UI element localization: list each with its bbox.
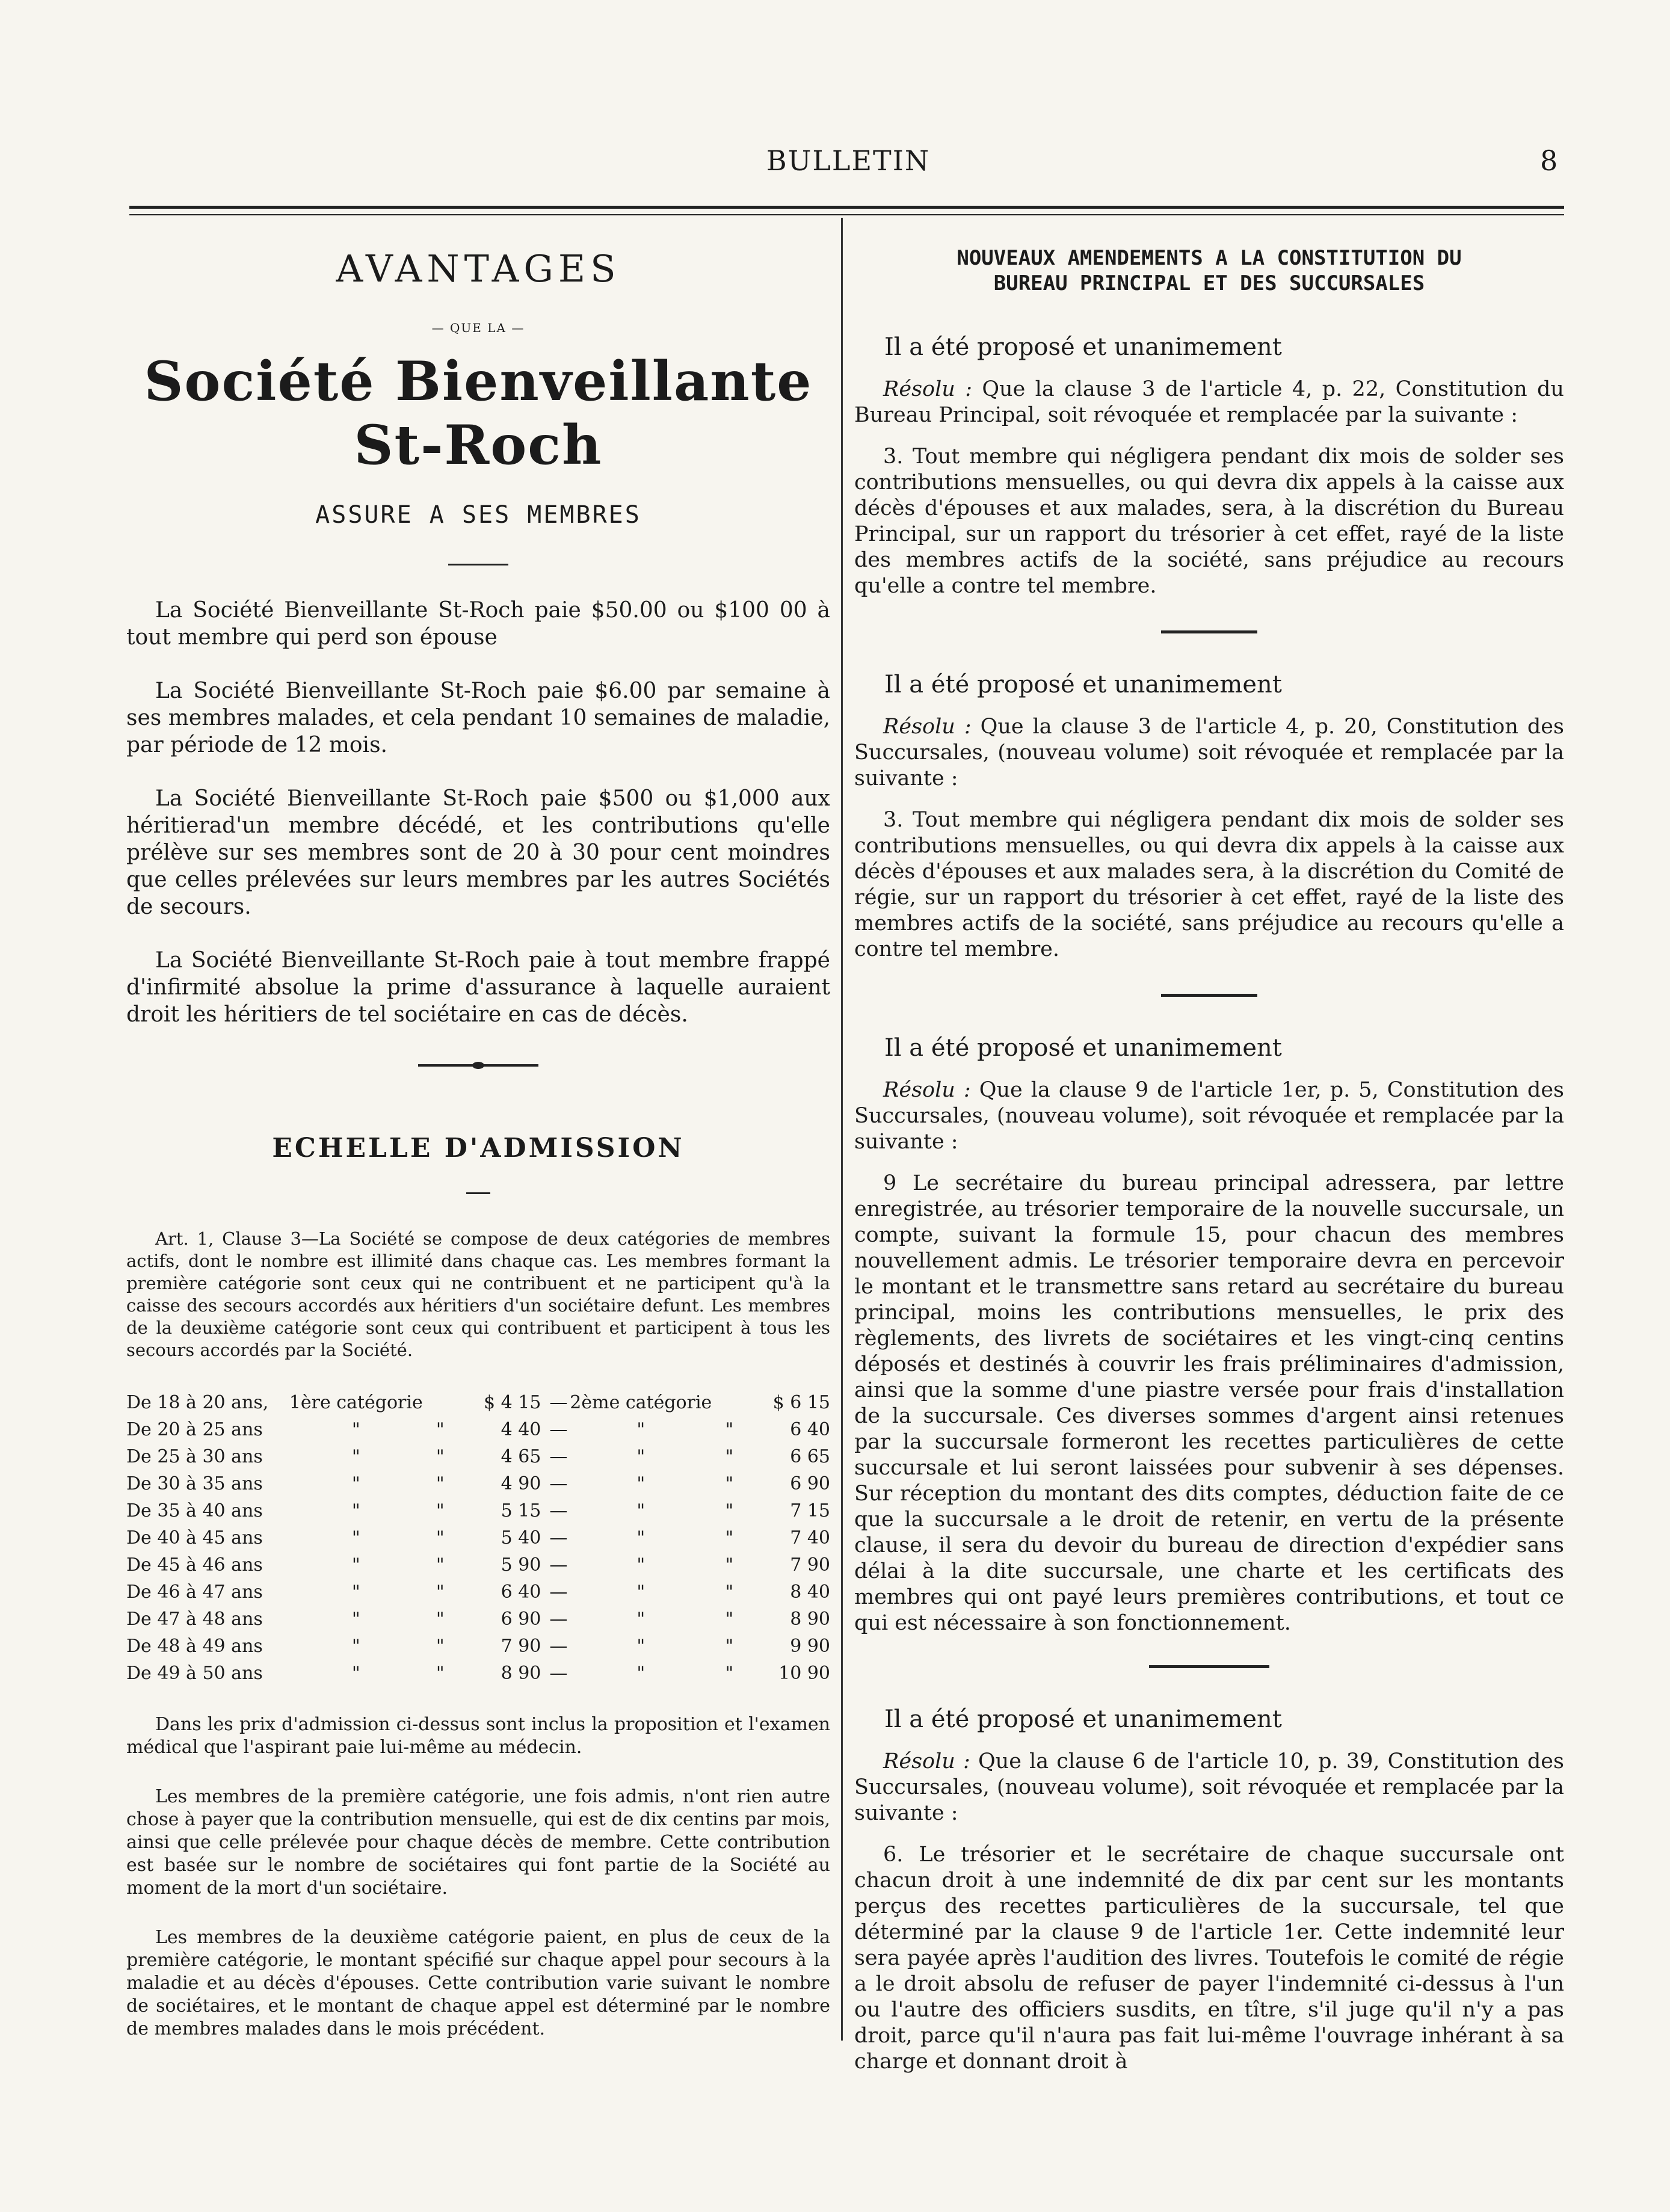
scale-ditto: " — [436, 1500, 445, 1521]
scale-cat1: " — [351, 1473, 360, 1494]
scale-dash: — — [549, 1554, 568, 1576]
scale-cat1: " — [351, 1582, 360, 1603]
header-rule-thin — [129, 214, 1564, 215]
scale-cat2: " — [636, 1582, 646, 1603]
scale-cat1: " — [351, 1419, 360, 1440]
scale-cat2: " — [636, 1419, 646, 1440]
section-divider — [448, 564, 508, 565]
scale-ditto: " — [725, 1419, 734, 1440]
scale-dash: — — [549, 1609, 568, 1630]
scale-amount-cat2: 6 90 — [790, 1473, 830, 1494]
que-la-label: — QUE LA — — [431, 321, 525, 335]
ornament-divider — [418, 1064, 538, 1067]
scale-age: De 48 à 49 ans — [126, 1636, 263, 1657]
scale-amount-cat1: $ 4 15 — [483, 1392, 541, 1413]
resolution-text — [854, 1077, 1564, 1155]
scale-cat2: " — [636, 1500, 646, 1521]
scale-dash: — — [549, 1663, 568, 1684]
resolu-label: Résolu : — [883, 715, 972, 739]
note-paragraph: Les membres de la première catégorie, une fois admis, n'ont rien autre chose à payer que la contribution mensuelle, qui est de dix centins par mois, ainsi que celle prélevée pour chaque décès de membre. Cette contribution est basée sur le nombre de sociétaires qui font partie de la Société au moment de la mort d'un sociétaire. — [126, 1786, 830, 1899]
proposal-line: Il a été proposé et unanimement — [884, 1034, 1282, 1062]
amendments-title-line1: NOUVEAUX AMENDEMENTS A LA CONSTITUTION DU — [957, 246, 1462, 270]
clause-text: 9 Le secrétaire du bureau principal adressera, par lettre enregistrée, au trésorier temporaire de la nouvelle succursale, un compte, suivant la formule 15, pour chacun des membres nouvellement admis. Le trésorier temporaire devra en percevoir le montant et le transmettre sans retard au secrétaire du bureau principal, moins les contributions mensuelles, le prix des règlements, des livrets de sociétaires et les vingt-cinq centins déposés et destinés à couvrir les frais préliminaires d'admission, ainsi que la somme d'une piastre versée pour frais d'installation de la succursale. Ces diverses sommes d'argent ainsi retenues par la succursale formeront les recettes particulières de cette succursale et lui seront laissées pour subvenir à ses dépenses. Sur réception du montant des dits comptes, déduction faite de ce que la succursale a le droit de retenir, en vertu de la présente clause, il sera du devoir du bureau de direction d'expédier sans délai à la dite succursale, une charte et les certificats des membres qui ont payé leurs premières contributions, et tout ce qui est nécessaire à son fonctionnement. — [854, 1171, 1564, 1635]
note-paragraph: Les membres de la deuxième catégorie paient, en plus de ceux de la première catégorie, le montant spécifié sur chaque appel pour secours à la maladie et au décès d'épouses. Cette contribution varie suivant le nombre de sociétaires, et le montant de chaque appel est déterminé par le nombre de membres malades dans le mois précédent. — [126, 1927, 830, 2039]
scale-amount-cat1: 5 15 — [501, 1500, 541, 1521]
scale-cat2: " — [636, 1527, 646, 1548]
proposal-line: Il a été proposé et unanimement — [884, 333, 1282, 361]
scale-row — [126, 1524, 830, 1551]
scale-cat1: " — [351, 1500, 360, 1521]
scale-dash: — — [549, 1527, 568, 1548]
scale-amount-cat2: 8 90 — [790, 1609, 830, 1630]
scale-amount-cat1: 4 90 — [501, 1473, 541, 1494]
scale-ditto: " — [436, 1582, 445, 1603]
scale-row — [126, 1389, 830, 1416]
scale-cat2: 2ème catégorie — [570, 1392, 712, 1413]
clause-text: 6. Le trésorier et le secrétaire de chaque succursale ont chacun droit à une indemnité de dix par cent sur les montants perçus des recettes particulières de la succursale, tel que déterminé par la clause 9 de l'article 1er. Cette indemnité leur sera payée après l'audition des livres. Toutefois le comité de régie a le droit absolu de refuser de payer l'indemnité ci-dessus à l'un ou l'autre des officiers susdits, en tître, s'il juge qu'il n'y a pas droit, parce qu'il n'aura pas fait lui-même l'ouvrage inhérant à sa charge et donnant droit à — [854, 1843, 1564, 2074]
resolu-label: Résolu : — [883, 377, 972, 401]
scale-age: De 30 à 35 ans — [126, 1473, 263, 1494]
scale-ditto: " — [436, 1554, 445, 1576]
scale-amount-cat2: 6 40 — [790, 1419, 830, 1440]
scale-row — [126, 1606, 830, 1633]
scale-cat1: " — [351, 1446, 360, 1467]
scale-ditto: " — [725, 1663, 734, 1684]
scale-ditto: " — [725, 1500, 734, 1521]
scale-cat2: " — [636, 1446, 646, 1467]
scale-cat1: " — [351, 1527, 360, 1548]
amendments-title-line2: BUREAU PRINCIPAL ET DES SUCCURSALES — [993, 271, 1425, 295]
scale-cat1: " — [351, 1663, 360, 1684]
scale-row — [126, 1660, 830, 1687]
scale-ditto: " — [436, 1609, 445, 1630]
scale-row — [126, 1470, 830, 1497]
scale-amount-cat1: 5 90 — [501, 1554, 541, 1576]
scale-amount-cat1: 4 40 — [501, 1419, 541, 1440]
scale-ditto: " — [725, 1473, 734, 1494]
scale-cat1: " — [351, 1636, 360, 1657]
scale-ditto: " — [725, 1636, 734, 1657]
scale-amount-cat2: 8 40 — [790, 1582, 830, 1603]
proposal-line: Il a été proposé et unanimement — [884, 1705, 1282, 1733]
resolu-label: Résolu : — [883, 1749, 970, 1773]
scale-amount-cat2: 7 15 — [790, 1500, 830, 1521]
benefit-paragraph: La Société Bienveillante St-Roch paie $500 ou $1,000 aux héritierad'un membre décédé, et les contributions qu'elle prélève sur ses membres sont de 20 à 30 pour cent moindres que celles prélevées sur leurs membres par les autres Sociétés de secours. — [126, 786, 830, 919]
scale-cat2: " — [636, 1609, 646, 1630]
scale-ditto: " — [436, 1636, 445, 1657]
resolution-body: Que la clause 3 de l'article 4, p. 22, Constitution du Bureau Principal, soit révoquée et remplacée par la suivante : — [854, 377, 1564, 427]
scale-amount-cat2: 6 65 — [790, 1446, 830, 1467]
section-divider — [1149, 1665, 1269, 1668]
scale-ditto: " — [436, 1446, 445, 1467]
header-rule — [129, 206, 1564, 209]
scale-amount-cat1: 6 90 — [501, 1609, 541, 1630]
scale-amount-cat2: 9 90 — [790, 1636, 830, 1657]
society-name: Société Bienveillante St-Roch — [144, 350, 813, 477]
scale-cat2: " — [636, 1554, 646, 1576]
scale-ditto: " — [725, 1446, 734, 1467]
scale-ditto: " — [436, 1473, 445, 1494]
resolution-text — [854, 1749, 1564, 1826]
scale-age: De 35 à 40 ans — [126, 1500, 263, 1521]
resolution-body: Que la clause 9 de l'article 1er, p. 5, Constitution des Succursales, (nouveau volume), soit révoquée et remplacée par la suivante : — [854, 1078, 1564, 1154]
page-header-title: BULLETIN — [766, 144, 931, 177]
scale-cat2: " — [636, 1473, 646, 1494]
scale-row — [126, 1579, 830, 1606]
scale-row — [126, 1443, 830, 1470]
scale-ditto: " — [725, 1527, 734, 1548]
scale-age: De 40 à 45 ans — [126, 1527, 263, 1548]
scale-age: De 25 à 30 ans — [126, 1446, 263, 1467]
scale-age: De 46 à 47 ans — [126, 1582, 263, 1603]
resolu-label: Résolu : — [883, 1078, 971, 1102]
scale-dash: — — [549, 1636, 568, 1657]
resolution-body: Que la clause 3 de l'article 4, p. 20, Constitution des Succursales, (nouveau volume) soit révoquée et remplacée par la suivante : — [854, 715, 1564, 790]
benefit-paragraph: La Société Bienveillante St-Roch paie $50.00 ou $100 00 à tout membre qui perd son épouse — [126, 598, 830, 650]
scale-ditto: " — [436, 1663, 445, 1684]
note-paragraph: Dans les prix d'admission ci-dessus sont inclus la proposition et l'examen médical que l'aspirant paie lui-même au médecin. — [126, 1714, 830, 1758]
scale-age: De 45 à 46 ans — [126, 1554, 263, 1576]
scale-amount-cat2: 7 90 — [790, 1554, 830, 1576]
scale-cat1: 1ère catégorie — [289, 1392, 423, 1413]
right-column — [854, 229, 1564, 2075]
column-separator — [841, 218, 843, 2041]
scale-dash: — — [549, 1419, 568, 1440]
scale-dash: — — [549, 1582, 568, 1603]
section-divider — [466, 1192, 490, 1194]
scale-row — [126, 1633, 830, 1660]
page-number: 8 — [1540, 144, 1558, 177]
scale-amount-cat2: 10 90 — [778, 1663, 830, 1684]
scale-amount-cat1: 6 40 — [501, 1582, 541, 1603]
scale-amount-cat1: 7 90 — [501, 1636, 541, 1657]
scale-ditto: " — [725, 1554, 734, 1576]
scale-amount-cat2: 7 40 — [790, 1527, 830, 1548]
scale-age: De 47 à 48 ans — [126, 1609, 263, 1630]
section-divider — [1161, 630, 1257, 633]
section-divider — [1161, 994, 1257, 997]
scale-dash: — — [549, 1392, 568, 1413]
scale-age: De 18 à 20 ans, — [126, 1392, 269, 1413]
scale-cat1: " — [351, 1609, 360, 1630]
scale-ditto: " — [436, 1419, 445, 1440]
scale-age: De 20 à 25 ans — [126, 1419, 263, 1440]
scale-dash: — — [549, 1473, 568, 1494]
article-text: Art. 1, Clause 3—La Société se compose de deux catégories de membres actifs, dont le nombre est illimité dans chaque cas. Les membres formant la première catégorie sont ceux qui ne contribuent et ne participent qu'à la caisse des secours accordés aux héritiers d'un sociétaire defunt. Les membres de la deuxième catégorie sont ceux qui contribuent et participent à tous les secours accordés par la Société. — [126, 1228, 830, 1360]
clause-text: 3. Tout membre qui négligera pendant dix mois de solder ses contributions mensuelles, ou qui devra dix appels à la caisse aux décès d'épouses et aux malades, sera, à la discrétion du Bureau Principal, sur un rapport du trésorier à cet effet, rayé de la liste des membres actifs de la société, sans préjudice au recours qu'elle a contre tel membre. — [854, 445, 1564, 598]
proposal-line: Il a été proposé et unanimement — [884, 671, 1282, 698]
assure-heading: ASSURE A SES MEMBRES — [315, 501, 641, 529]
echelle-title: ECHELLE D'ADMISSION — [272, 1133, 685, 1163]
clause-text: 3. Tout membre qui négligera pendant dix mois de solder ses contributions mensuelles, ou qui devra dix appels à la caisse aux décès d'épouses et aux malades sera, à la discrétion du Comité de régie, sur un rapport du trésorier à cet effet, rayé de la liste des membres actifs de la société, sans préjudice au recours qu'elle a contre tel membre. — [854, 808, 1564, 961]
resolution-text — [854, 714, 1564, 792]
scale-ditto: " — [725, 1609, 734, 1630]
scale-amount-cat2: $ 6 15 — [772, 1392, 830, 1413]
scale-amount-cat1: 4 65 — [501, 1446, 541, 1467]
scale-cat2: " — [636, 1663, 646, 1684]
scale-ditto — [712, 1389, 747, 1416]
scale-row — [126, 1416, 830, 1443]
resolution-body: Que la clause 6 de l'article 10, p. 39, Constitution des Succursales, (nouveau volume), soit révoquée et remplacée par la suivante : — [854, 1749, 1564, 1825]
scale-age: De 49 à 50 ans — [126, 1663, 263, 1684]
scale-row — [126, 1497, 830, 1524]
avantages-title: AVANTAGES — [336, 247, 621, 291]
benefit-paragraph: La Société Bienveillante St-Roch paie à tout membre frappé d'infirmité absolue la prime d'assurance à laquelle auraient droit les héritiers de tel sociétaire en cas de décès. — [126, 948, 830, 1027]
scale-cat1: " — [351, 1554, 360, 1576]
scale-row — [126, 1551, 830, 1579]
scale-ditto: " — [436, 1527, 445, 1548]
resolution-text — [854, 377, 1564, 428]
scale-amount-cat1: 8 90 — [501, 1663, 541, 1684]
benefit-paragraph: La Société Bienveillante St-Roch paie $6.00 par semaine à ses membres malades, et cela pendant 10 semaines de maladie, par période de 12 mois. — [126, 679, 830, 757]
scale-cat2: " — [636, 1636, 646, 1657]
scale-ditto: " — [725, 1582, 734, 1603]
scale-dash: — — [549, 1500, 568, 1521]
scale-dash: — — [549, 1446, 568, 1467]
scale-amount-cat1: 5 40 — [501, 1527, 541, 1548]
left-column — [126, 229, 830, 2041]
admission-scale-table — [126, 1389, 830, 1687]
scale-ditto — [423, 1389, 458, 1416]
